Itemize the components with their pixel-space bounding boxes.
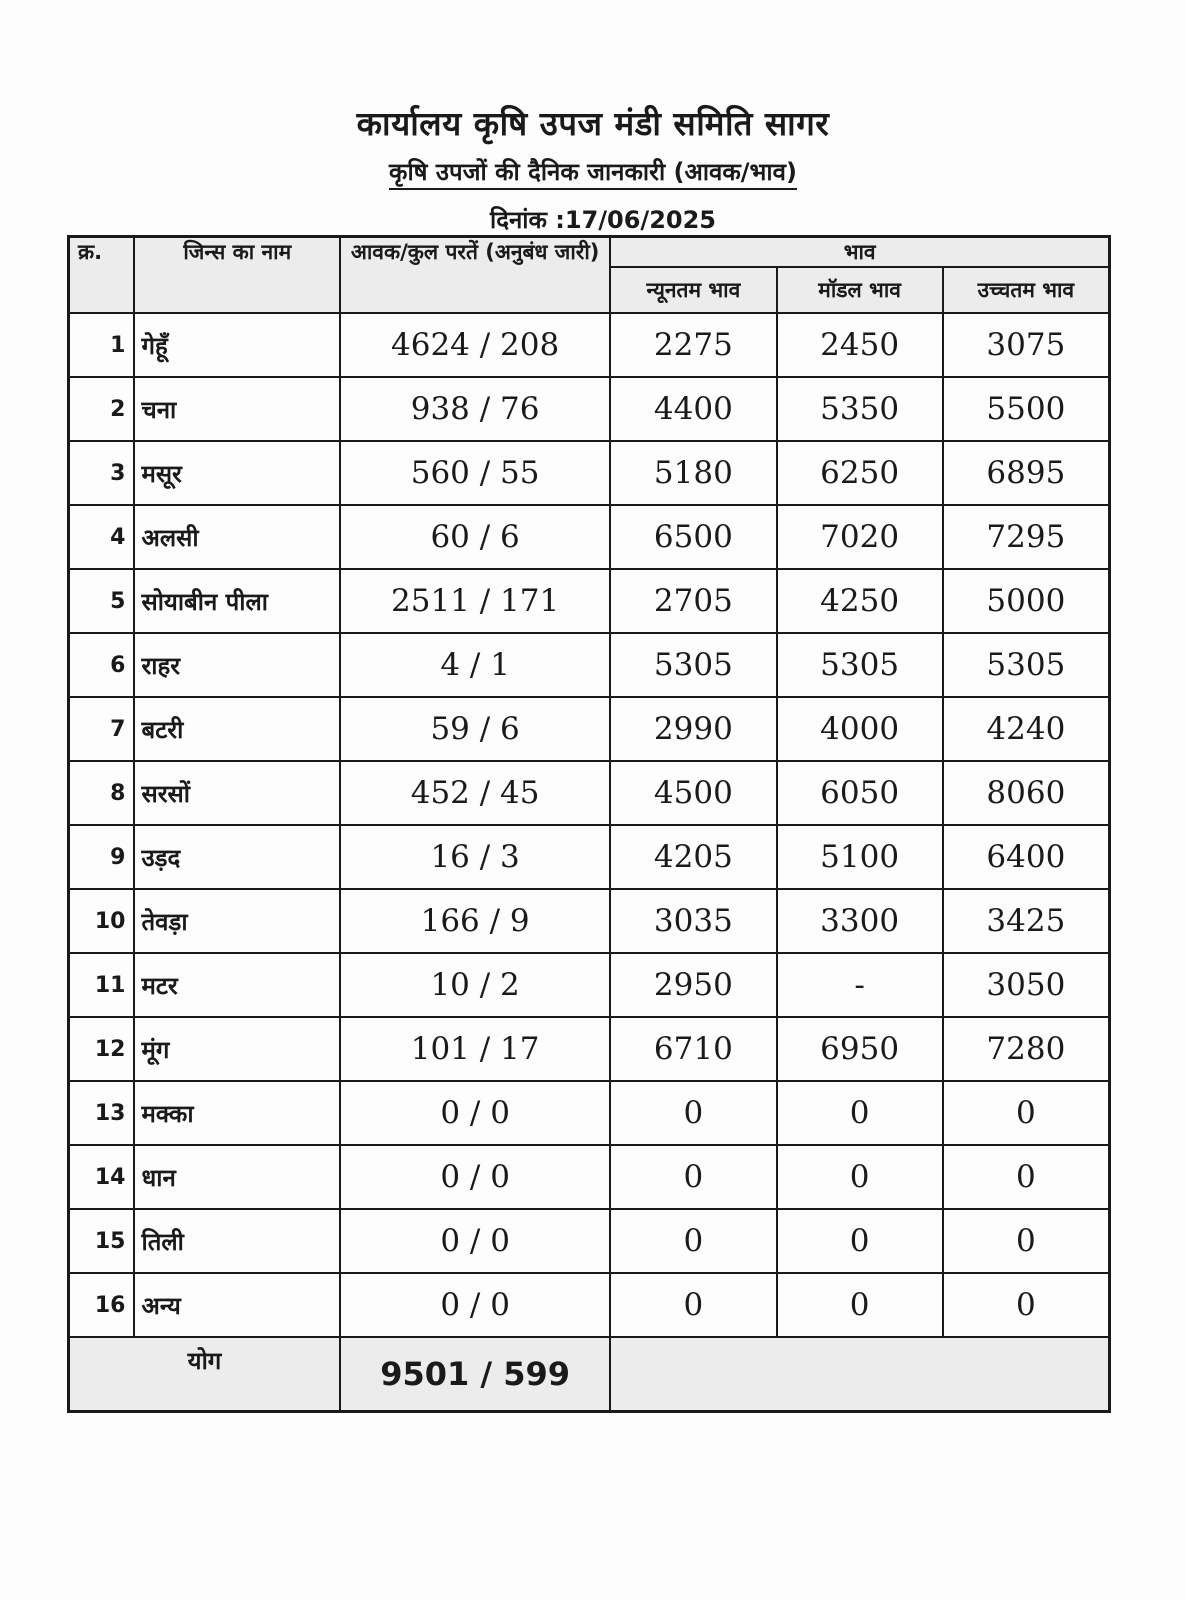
- row-min-price: 2705: [610, 569, 776, 633]
- row-sn: 7: [69, 697, 135, 761]
- total-arrival: 9501 / 599: [340, 1337, 610, 1412]
- total-row: [69, 1337, 1110, 1412]
- row-max-price: 0: [943, 1145, 1110, 1209]
- table-row: [69, 569, 1110, 633]
- row-max-price: 0: [943, 1273, 1110, 1337]
- row-model-price: 2450: [777, 313, 943, 377]
- table-row: [69, 761, 1110, 825]
- total-price-blank: [610, 1337, 1109, 1412]
- row-arrival: 10 / 2: [340, 953, 610, 1017]
- header-min-price: न्यूनतम भाव: [610, 267, 776, 313]
- row-commodity-name: अलसी: [134, 505, 339, 569]
- office-title: कार्यालय कृषि उपज मंडी समिति सागर: [356, 104, 830, 143]
- row-arrival: 0 / 0: [340, 1145, 610, 1209]
- row-min-price: 3035: [610, 889, 776, 953]
- row-model-price: 0: [777, 1145, 943, 1209]
- table-row: [69, 377, 1110, 441]
- row-arrival: 0 / 0: [340, 1209, 610, 1273]
- row-min-price: 4400: [610, 377, 776, 441]
- row-model-price: 4250: [777, 569, 943, 633]
- document-subtitle: [0, 155, 1186, 188]
- row-min-price: 2950: [610, 953, 776, 1017]
- row-sn: 8: [69, 761, 135, 825]
- table-row: [69, 1273, 1110, 1337]
- row-min-price: 5180: [610, 441, 776, 505]
- row-arrival: 4624 / 208: [340, 313, 610, 377]
- row-sn: 14: [69, 1145, 135, 1209]
- row-commodity-name: अन्य: [134, 1273, 339, 1337]
- table-row: [69, 825, 1110, 889]
- row-arrival: 166 / 9: [340, 889, 610, 953]
- row-max-price: 4240: [943, 697, 1110, 761]
- table-row: [69, 953, 1110, 1017]
- row-commodity-name: चना: [134, 377, 339, 441]
- row-arrival: 4 / 1: [340, 633, 610, 697]
- row-arrival: 16 / 3: [340, 825, 610, 889]
- row-commodity-name: गेहूँ: [134, 313, 339, 377]
- row-commodity-name: धान: [134, 1145, 339, 1209]
- row-min-price: 6500: [610, 505, 776, 569]
- row-max-price: 6895: [943, 441, 1110, 505]
- row-commodity-name: बटरी: [134, 697, 339, 761]
- row-sn: 11: [69, 953, 135, 1017]
- row-arrival: 560 / 55: [340, 441, 610, 505]
- table-row: [69, 1145, 1110, 1209]
- row-min-price: 4205: [610, 825, 776, 889]
- row-commodity-name: राहर: [134, 633, 339, 697]
- row-model-price: 0: [777, 1081, 943, 1145]
- row-sn: 3: [69, 441, 135, 505]
- table-row: [69, 1017, 1110, 1081]
- row-commodity-name: मक्का: [134, 1081, 339, 1145]
- row-sn: 10: [69, 889, 135, 953]
- row-model-price: -: [777, 953, 943, 1017]
- row-sn: 4: [69, 505, 135, 569]
- row-max-price: 7295: [943, 505, 1110, 569]
- row-model-price: 3300: [777, 889, 943, 953]
- row-sn: 6: [69, 633, 135, 697]
- row-model-price: 0: [777, 1209, 943, 1273]
- row-max-price: 5305: [943, 633, 1110, 697]
- row-max-price: 3425: [943, 889, 1110, 953]
- row-model-price: 6250: [777, 441, 943, 505]
- rates-table: [67, 235, 1111, 1413]
- row-model-price: 6050: [777, 761, 943, 825]
- row-min-price: 0: [610, 1081, 776, 1145]
- header-model-price: मॉडल भाव: [777, 267, 943, 313]
- row-commodity-name: मूंग: [134, 1017, 339, 1081]
- row-model-price: 0: [777, 1273, 943, 1337]
- header-price-group: भाव: [610, 237, 1109, 268]
- header-row-top: [69, 237, 1110, 268]
- row-commodity-name: मटर: [134, 953, 339, 1017]
- table-row: [69, 441, 1110, 505]
- row-commodity-name: सोयाबीन पीला: [134, 569, 339, 633]
- row-sn: 2: [69, 377, 135, 441]
- row-min-price: 2275: [610, 313, 776, 377]
- row-min-price: 0: [610, 1209, 776, 1273]
- header-max-price: उच्चतम भाव: [943, 267, 1110, 313]
- row-arrival: 59 / 6: [340, 697, 610, 761]
- row-max-price: 3075: [943, 313, 1110, 377]
- row-min-price: 0: [610, 1145, 776, 1209]
- table-row: [69, 313, 1110, 377]
- row-sn: 16: [69, 1273, 135, 1337]
- row-sn: 5: [69, 569, 135, 633]
- table-row: [69, 889, 1110, 953]
- row-commodity-name: उड़द: [134, 825, 339, 889]
- row-min-price: 5305: [610, 633, 776, 697]
- table-row: [69, 1209, 1110, 1273]
- row-min-price: 2990: [610, 697, 776, 761]
- row-model-price: 6950: [777, 1017, 943, 1081]
- row-commodity-name: तेवड़ा: [134, 889, 339, 953]
- row-max-price: 8060: [943, 761, 1110, 825]
- row-sn: 1: [69, 313, 135, 377]
- row-commodity-name: मसूर: [134, 441, 339, 505]
- row-arrival: 2511 / 171: [340, 569, 610, 633]
- row-arrival: 452 / 45: [340, 761, 610, 825]
- row-max-price: 3050: [943, 953, 1110, 1017]
- header-arrival: आवक/कुल परतें (अनुबंध जारी): [340, 237, 610, 314]
- row-arrival: 60 / 6: [340, 505, 610, 569]
- row-commodity-name: सरसों: [134, 761, 339, 825]
- row-model-price: 4000: [777, 697, 943, 761]
- row-commodity-name: तिली: [134, 1209, 339, 1273]
- table-row: [69, 697, 1110, 761]
- row-sn: 15: [69, 1209, 135, 1273]
- total-label: योग: [69, 1337, 340, 1412]
- row-max-price: 6400: [943, 825, 1110, 889]
- table-row: [69, 633, 1110, 697]
- row-max-price: 5500: [943, 377, 1110, 441]
- row-arrival: 101 / 17: [340, 1017, 610, 1081]
- row-max-price: 7280: [943, 1017, 1110, 1081]
- table-row: [69, 505, 1110, 569]
- subtitle-text: कृषि उपजों की दैनिक जानकारी (आवक/भाव): [389, 158, 797, 190]
- report-date: दिनांक :17/06/2025: [489, 206, 716, 234]
- row-arrival: 0 / 0: [340, 1081, 610, 1145]
- table-row: [69, 1081, 1110, 1145]
- header-sn: क्र.: [69, 237, 135, 314]
- row-sn: 13: [69, 1081, 135, 1145]
- row-model-price: 5100: [777, 825, 943, 889]
- row-min-price: 6710: [610, 1017, 776, 1081]
- header-name: जिन्स का नाम: [134, 237, 339, 314]
- row-model-price: 7020: [777, 505, 943, 569]
- row-min-price: 4500: [610, 761, 776, 825]
- row-sn: 12: [69, 1017, 135, 1081]
- row-sn: 9: [69, 825, 135, 889]
- row-arrival: 938 / 76: [340, 377, 610, 441]
- row-max-price: 0: [943, 1081, 1110, 1145]
- row-arrival: 0 / 0: [340, 1273, 610, 1337]
- row-model-price: 5305: [777, 633, 943, 697]
- row-max-price: 5000: [943, 569, 1110, 633]
- row-max-price: 0: [943, 1209, 1110, 1273]
- row-model-price: 5350: [777, 377, 943, 441]
- row-min-price: 0: [610, 1273, 776, 1337]
- table-body: [69, 313, 1110, 1337]
